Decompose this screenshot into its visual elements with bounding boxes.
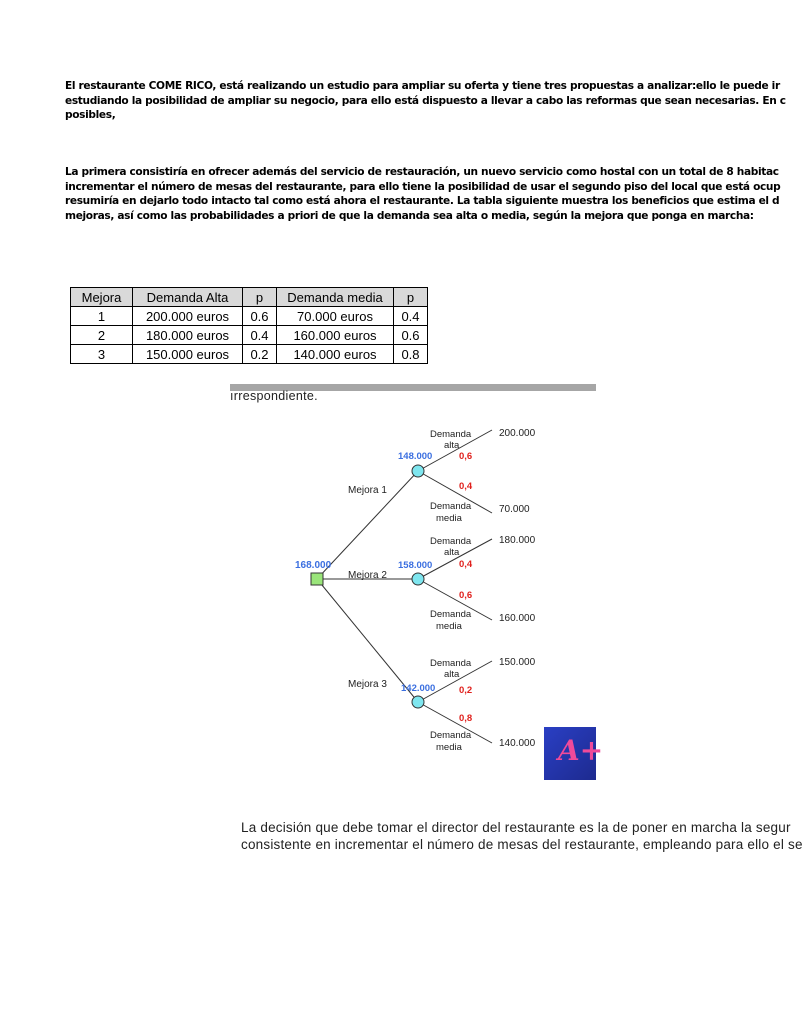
conclusion-cut-text: consistente en incrementar el número de mesas del restaurante, empleando para ello el se <box>241 837 803 852</box>
alta-label: Demanda <box>430 658 472 669</box>
table-cell: 3 <box>71 345 133 364</box>
media-label: Demanda <box>430 730 472 741</box>
probability-label: 0,2 <box>459 685 473 696</box>
table-cell: 140.000 euros <box>277 345 394 364</box>
badge-text: A+ <box>558 734 604 767</box>
branch-label-2: Mejora 2 <box>348 570 387 581</box>
conclusion-cut-line <box>241 837 803 852</box>
media-label: media <box>436 621 462 632</box>
intro-line: El restaurante COME RICO, está realizando un estudio para ampliar su oferta y tiene tres propuestas a analizar:ello le puede ir <box>65 80 780 92</box>
header-p-alta: p <box>243 288 277 307</box>
node-value-2: 158.000 <box>398 560 433 571</box>
table-cell: 0.2 <box>243 345 277 364</box>
table-cell: 180.000 euros <box>133 326 243 345</box>
chance-node-3 <box>412 696 424 708</box>
payoff-label: 160.000 <box>499 613 536 624</box>
table-cell: 0.4 <box>394 307 428 326</box>
node-value-1: 148.000 <box>398 451 433 462</box>
payoff-label: 140.000 <box>499 738 536 749</box>
media-label: media <box>436 513 462 524</box>
probability-label: 0,8 <box>459 713 473 724</box>
alta-label: alta <box>444 440 460 451</box>
probability-label: 0,4 <box>459 559 473 570</box>
table-row <box>71 326 428 345</box>
description-line: incrementar el número de mesas del restaurante, para ello tiene la posibilidad de usar el segundo piso del local que está ocup <box>65 180 781 193</box>
header-mejora: Mejora <box>71 288 133 307</box>
table-row <box>71 307 428 326</box>
payoff-label: 70.000 <box>499 504 530 515</box>
probability-label: 0,6 <box>459 451 473 462</box>
probability-label: 0,4 <box>459 481 473 492</box>
decision-tree <box>280 415 550 760</box>
alta-label: Demanda <box>430 429 472 440</box>
table-cell: 0.6 <box>243 307 277 326</box>
header-p-media: p <box>394 288 428 307</box>
improvements-table <box>70 287 428 364</box>
payoff-label: 200.000 <box>499 428 536 439</box>
chance-node-1 <box>412 465 424 477</box>
payoff-label: 180.000 <box>499 535 536 546</box>
table-cell: 70.000 euros <box>277 307 394 326</box>
grade-badge-icon <box>544 727 604 780</box>
caption-fragment: ırrespondiente. <box>230 389 318 403</box>
media-label: Demanda <box>430 609 472 620</box>
decision-node <box>311 573 323 585</box>
table-cell: 0.6 <box>394 326 428 345</box>
root-value: 168.000 <box>295 560 332 571</box>
branch-label-1: Mejora 1 <box>348 485 387 496</box>
table-cell: 200.000 euros <box>133 307 243 326</box>
table-cell: 1 <box>71 307 133 326</box>
table-header-row <box>71 288 428 307</box>
node-value-3: 142.000 <box>401 683 436 694</box>
media-label: media <box>436 742 462 753</box>
media-label: Demanda <box>430 501 472 512</box>
table-cell: 150.000 euros <box>133 345 243 364</box>
intro-paragraph <box>65 79 786 123</box>
table-row <box>71 345 428 364</box>
header-demanda-alta: Demanda Alta <box>133 288 243 307</box>
conclusion-line: La decisión que debe tomar el director del restaurante es la de poner en marcha la segur <box>241 820 791 835</box>
description-line: resumiría en dejarlo todo intacto tal como está ahora el restaurante. La tabla siguiente muestra los beneficios que estima el d <box>65 195 780 207</box>
description-line: La primera consistiría en ofrecer además del servicio de restauración, un nuevo servicio como hostal con un total de 8 habitac <box>65 166 779 178</box>
table-cell: 2 <box>71 326 133 345</box>
alta-label: Demanda <box>430 536 472 547</box>
description-paragraph <box>65 165 781 223</box>
description-line: mejoras, así como las probabilidades a priori de que la demanda sea alta o media, según la mejora que ponga en marcha: <box>65 209 754 222</box>
table-cell: 0.8 <box>394 345 428 364</box>
header-demanda-media: Demanda media <box>277 288 394 307</box>
chance-node-2 <box>412 573 424 585</box>
alta-label: alta <box>444 669 460 680</box>
payoff-label: 150.000 <box>499 657 536 668</box>
table-cell: 0.4 <box>243 326 277 345</box>
alta-label: alta <box>444 547 460 558</box>
probability-label: 0,6 <box>459 590 473 601</box>
table-cell: 160.000 euros <box>277 326 394 345</box>
intro-line: estudiando la posibilidad de ampliar su negocio, para ello está dispuesto a llevar a cabo las reformas que sean necesarias. En c <box>65 94 786 107</box>
intro-line: posibles, <box>65 109 116 121</box>
branch-label-3: Mejora 3 <box>348 679 387 690</box>
